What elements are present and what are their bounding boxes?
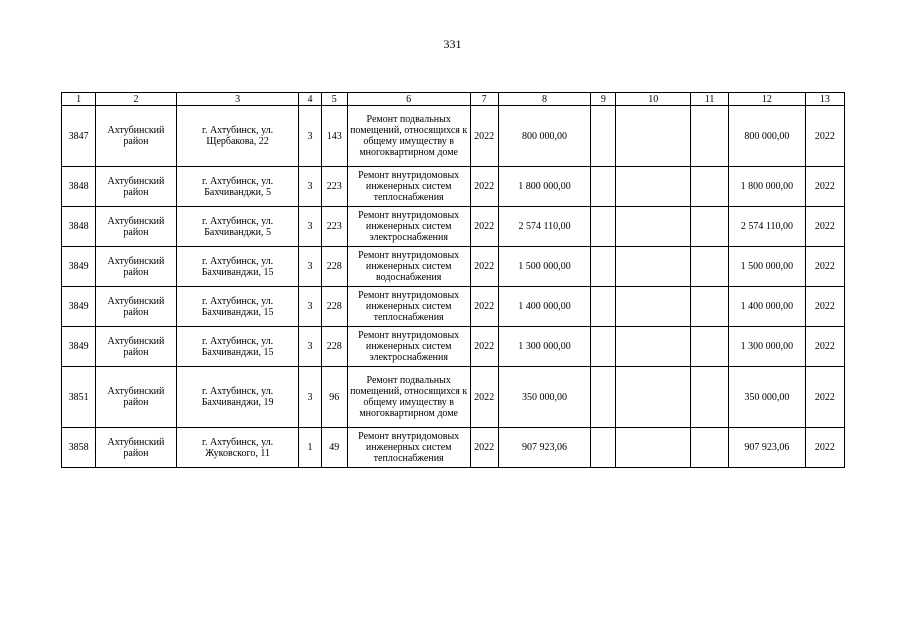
column-9-cell <box>591 106 616 167</box>
column-4-cell: 3 <box>299 327 321 367</box>
work-type-cell: Ремонт внутридомовых инженерных систем теплоснабжения <box>347 167 470 207</box>
column-5-cell: 143 <box>321 106 347 167</box>
column-5-cell: 49 <box>321 428 347 468</box>
address-cell: г. Ахтубинск, ул. Бахчиванджи, 5 <box>176 207 299 247</box>
column-5-cell: 228 <box>321 287 347 327</box>
table-row <box>62 167 845 207</box>
amount-cell: 2 574 110,00 <box>498 207 591 247</box>
column-11-cell <box>690 106 728 167</box>
column-9-cell <box>591 247 616 287</box>
column-header-12: 12 <box>729 93 805 106</box>
column-header-9: 9 <box>591 93 616 106</box>
end-year-cell: 2022 <box>805 287 844 327</box>
page-number: 331 <box>443 37 462 51</box>
year-cell: 2022 <box>470 367 498 428</box>
end-year-cell: 2022 <box>805 207 844 247</box>
column-9-cell <box>591 428 616 468</box>
end-year-cell: 2022 <box>805 428 844 468</box>
column-9-cell <box>591 207 616 247</box>
year-cell: 2022 <box>470 428 498 468</box>
amount-cell: 1 500 000,00 <box>498 247 591 287</box>
year-cell: 2022 <box>470 247 498 287</box>
column-11-cell <box>690 327 728 367</box>
district-cell: Ахтубинский район <box>96 167 177 207</box>
total-cell: 1 300 000,00 <box>729 327 805 367</box>
total-cell: 2 574 110,00 <box>729 207 805 247</box>
column-header-8: 8 <box>498 93 591 106</box>
column-11-cell <box>690 247 728 287</box>
work-type-cell: Ремонт подвальных помещений, относящихся к общему имуществу в многоквартирном доме <box>347 367 470 428</box>
table-row <box>62 106 845 167</box>
column-9-cell <box>591 327 616 367</box>
table-header <box>62 93 845 106</box>
column-5-cell: 223 <box>321 207 347 247</box>
total-cell: 1 800 000,00 <box>729 167 805 207</box>
column-11-cell <box>690 367 728 428</box>
header-row <box>62 93 845 106</box>
end-year-cell: 2022 <box>805 327 844 367</box>
row-number: 3849 <box>62 287 96 327</box>
table-row <box>62 428 845 468</box>
column-5-cell: 228 <box>321 327 347 367</box>
table-row <box>62 367 845 428</box>
column-9-cell <box>591 367 616 428</box>
table-body <box>62 106 845 468</box>
district-cell: Ахтубинский район <box>96 247 177 287</box>
year-cell: 2022 <box>470 287 498 327</box>
amount-cell: 350 000,00 <box>498 367 591 428</box>
address-cell: г. Ахтубинск, ул. Бахчиванджи, 15 <box>176 247 299 287</box>
total-cell: 1 400 000,00 <box>729 287 805 327</box>
row-number: 3848 <box>62 167 96 207</box>
district-cell: Ахтубинский район <box>96 367 177 428</box>
table-row <box>62 287 845 327</box>
column-10-cell <box>616 327 690 367</box>
column-header-11: 11 <box>690 93 728 106</box>
column-4-cell: 3 <box>299 106 321 167</box>
amount-cell: 1 400 000,00 <box>498 287 591 327</box>
column-10-cell <box>616 247 690 287</box>
amount-cell: 800 000,00 <box>498 106 591 167</box>
capital-repair-table <box>61 92 845 468</box>
amount-cell: 1 800 000,00 <box>498 167 591 207</box>
end-year-cell: 2022 <box>805 106 844 167</box>
year-cell: 2022 <box>470 327 498 367</box>
total-cell: 907 923,06 <box>729 428 805 468</box>
column-11-cell <box>690 287 728 327</box>
row-number: 3847 <box>62 106 96 167</box>
row-number: 3848 <box>62 207 96 247</box>
table-row <box>62 207 845 247</box>
column-4-cell: 1 <box>299 428 321 468</box>
work-type-cell: Ремонт внутридомовых инженерных систем электроснабжения <box>347 327 470 367</box>
column-header-3: 3 <box>176 93 299 106</box>
column-11-cell <box>690 207 728 247</box>
work-type-cell: Ремонт внутридомовых инженерных систем электроснабжения <box>347 207 470 247</box>
column-4-cell: 3 <box>299 207 321 247</box>
work-type-cell: Ремонт внутридомовых инженерных систем теплоснабжения <box>347 428 470 468</box>
work-type-cell: Ремонт подвальных помещений, относящихся к общему имуществу в многоквартирном доме <box>347 106 470 167</box>
year-cell: 2022 <box>470 167 498 207</box>
column-5-cell: 228 <box>321 247 347 287</box>
address-cell: г. Ахтубинск, ул. Бахчиванджи, 19 <box>176 367 299 428</box>
column-10-cell <box>616 106 690 167</box>
end-year-cell: 2022 <box>805 247 844 287</box>
column-10-cell <box>616 167 690 207</box>
district-cell: Ахтубинский район <box>96 106 177 167</box>
district-cell: Ахтубинский район <box>96 327 177 367</box>
end-year-cell: 2022 <box>805 167 844 207</box>
column-10-cell <box>616 428 690 468</box>
address-cell: г. Ахтубинск, ул. Бахчиванджи, 15 <box>176 287 299 327</box>
amount-cell: 907 923,06 <box>498 428 591 468</box>
column-4-cell: 3 <box>299 367 321 428</box>
district-cell: Ахтубинский район <box>96 428 177 468</box>
column-header-1: 1 <box>62 93 96 106</box>
column-4-cell: 3 <box>299 287 321 327</box>
column-9-cell <box>591 167 616 207</box>
district-cell: Ахтубинский район <box>96 207 177 247</box>
column-11-cell <box>690 167 728 207</box>
district-cell: Ахтубинский район <box>96 287 177 327</box>
table-row <box>62 327 845 367</box>
year-cell: 2022 <box>470 207 498 247</box>
column-10-cell <box>616 367 690 428</box>
address-cell: г. Ахтубинск, ул. Бахчиванджи, 15 <box>176 327 299 367</box>
total-cell: 1 500 000,00 <box>729 247 805 287</box>
work-type-cell: Ремонт внутридомовых инженерных систем теплоснабжения <box>347 287 470 327</box>
total-cell: 800 000,00 <box>729 106 805 167</box>
column-header-7: 7 <box>470 93 498 106</box>
column-header-6: 6 <box>347 93 470 106</box>
amount-cell: 1 300 000,00 <box>498 327 591 367</box>
column-header-2: 2 <box>96 93 177 106</box>
column-11-cell <box>690 428 728 468</box>
column-4-cell: 3 <box>299 247 321 287</box>
total-cell: 350 000,00 <box>729 367 805 428</box>
address-cell: г. Ахтубинск, ул. Щербакова, 22 <box>176 106 299 167</box>
row-number: 3849 <box>62 327 96 367</box>
column-4-cell: 3 <box>299 167 321 207</box>
address-cell: г. Ахтубинск, ул. Бахчиванджи, 5 <box>176 167 299 207</box>
table-row <box>62 247 845 287</box>
row-number: 3849 <box>62 247 96 287</box>
work-type-cell: Ремонт внутридомовых инженерных систем водоснабжения <box>347 247 470 287</box>
column-9-cell <box>591 287 616 327</box>
column-10-cell <box>616 207 690 247</box>
column-header-10: 10 <box>616 93 690 106</box>
row-number: 3858 <box>62 428 96 468</box>
column-header-5: 5 <box>321 93 347 106</box>
year-cell: 2022 <box>470 106 498 167</box>
column-5-cell: 223 <box>321 167 347 207</box>
column-10-cell <box>616 287 690 327</box>
column-header-4: 4 <box>299 93 321 106</box>
column-5-cell: 96 <box>321 367 347 428</box>
end-year-cell: 2022 <box>805 367 844 428</box>
address-cell: г. Ахтубинск, ул. Жуковского, 11 <box>176 428 299 468</box>
row-number: 3851 <box>62 367 96 428</box>
column-header-13: 13 <box>805 93 844 106</box>
